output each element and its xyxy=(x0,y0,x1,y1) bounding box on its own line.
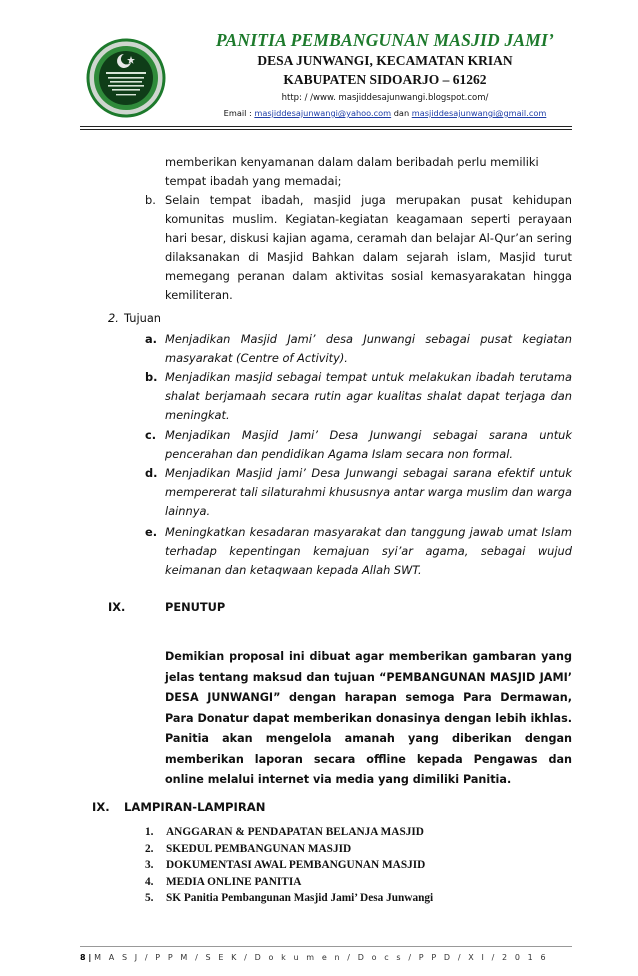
lampiran-number: IX. xyxy=(92,800,110,814)
tujuan-item-e: Meningkatkan kesadaran masyarakat dan tanggung jawab umat Islam terhadap kepentingan kemajuan syi’ar agama, sebagai wujud keimanan dan ketaqwaan kepada Allah SWT. xyxy=(165,525,572,577)
tujuan-label-b: b. xyxy=(145,370,158,384)
penutup-heading: PENUTUP xyxy=(165,600,226,614)
attachment-text: MEDIA ONLINE PANITIA xyxy=(166,875,302,888)
website-url[interactable]: http: / /www. masjiddesajunwangi.blogspot.com/ xyxy=(281,93,489,103)
attachment-item xyxy=(145,841,433,858)
header-rule-thin xyxy=(80,129,572,130)
tujuan-label-a: a. xyxy=(145,332,158,346)
lampiran-heading: LAMPIRAN-LAMPIRAN xyxy=(124,800,266,814)
attachment-text: ANGGARAN & PENDAPATAN BELANJA MASJID xyxy=(166,826,424,838)
attachment-item xyxy=(145,874,433,891)
tujuan-label-d: d. xyxy=(145,466,158,480)
committee-title: PANITIA PEMBANGUNAN MASJID JAMI’ xyxy=(215,30,555,50)
tujuan-item-d: Menjadikan Masjid jami’ Desa Junwangi sebagai sarana efektif untuk mempererat tali silaturahmi khususnya antar warga muslim dan warga lainnya. xyxy=(165,466,572,518)
continued-line-2: tempat ibadah yang memadai; xyxy=(165,174,342,188)
email-gmail-link[interactable]: masjiddesajunwangi@gmail.com xyxy=(411,108,547,118)
header-rule-thick xyxy=(80,126,572,127)
tujuan-number: 2. xyxy=(108,311,119,325)
email-separator: dan xyxy=(391,108,412,118)
page-number: 8 xyxy=(80,953,86,962)
attachment-text: DOKUMENTASI AWAL PEMBANGUNAN MASJID xyxy=(166,859,426,871)
item-b-text: Selain tempat ibadah, masjid juga merupakan pusat kehidupan komunitas muslim. Kegiatan-kegiatan keagamaan seperti perayaan hari besar, diskusi kajian agama, ceramah dan belajar Al-Qur’an sering dilaksanakan di Masjid Bahkan dalam sejarah islam, Masjid turut memegang peranan dalam aktivitas sosial kemasyarakatan hingga kemiliteran. xyxy=(165,193,572,302)
email-prefix: Email : xyxy=(223,108,255,118)
attachment-number: 3. xyxy=(145,859,154,871)
tujuan-item-b: Menjadikan masjid sebagai tempat untuk melakukan ibadah terutama shalat berjamaah secara rutin agar kualitas shalat dapat terjaga dan meningkat. xyxy=(165,370,572,422)
document-code: M A S J / P P M / S E K / D o k u m e n / D o c s / P P D / X I / 2 0 1 6 xyxy=(94,953,549,962)
attachment-item xyxy=(145,824,433,841)
tujuan-label-c: c. xyxy=(145,428,157,442)
attachment-text: SKEDUL PEMBANGUNAN MASJID xyxy=(166,842,352,855)
attachment-number: 5. xyxy=(145,892,154,904)
tujuan-label-e: e. xyxy=(145,525,158,539)
mosque-committee-logo xyxy=(86,38,166,118)
attachment-number: 2. xyxy=(145,842,154,855)
list-label-b: b. xyxy=(145,193,156,207)
footer-rule xyxy=(80,946,572,947)
page-footer xyxy=(80,953,548,962)
attachment-item xyxy=(145,857,433,874)
attachment-text: SK Panitia Pembangunan Masjid Jami’ Desa Junwangi xyxy=(166,892,434,904)
continued-item-a xyxy=(165,153,585,191)
address-regency: KABUPATEN SIDOARJO – 61262 xyxy=(283,72,487,87)
address-village: DESA JUNWANGI, KECAMATAN KRIAN xyxy=(257,53,513,68)
attachment-number: 1. xyxy=(145,826,154,838)
attachment-item xyxy=(145,890,433,907)
penutup-paragraph: Demikian proposal ini dibuat agar memberikan gambaran yang jelas tentang maksud dan tujuan “PEMBANGUNAN MASJID JAMI’ DESA JUNWANGI” dengan harapan semoga Para Dermawan, Para Donatur dapat memberikan donasinya dengan lebih ikhlas. Panitia akan mengelola amanah yang diberikan dengan memberikan laporan secara offline kepada Pengawas dan online melalui internet via media yang dimiliki Panitia. xyxy=(165,650,572,786)
tujuan-item-a: Menjadikan Masjid Jami’ desa Junwangi sebagai pusat kegiatan masyarakat (Centre of Activity). xyxy=(165,332,572,365)
attachment-list xyxy=(145,824,433,907)
tujuan-item-c: Menjadikan Masjid Jami’ Desa Junwangi sebagai sarana untuk pencerahan dan pendidikan Agama Islam secara non formal. xyxy=(165,428,572,461)
footer-separator: | xyxy=(85,953,95,962)
email-yahoo-link[interactable]: masjiddesajunwangi@yahoo.com xyxy=(254,108,392,118)
tujuan-heading: Tujuan xyxy=(124,311,162,325)
penutup-number: IX. xyxy=(108,600,126,614)
attachment-number: 4. xyxy=(145,875,154,888)
continued-line-1: memberikan kenyamanan dalam dalam beribadah perlu memiliki xyxy=(165,155,539,169)
email-line xyxy=(180,108,590,118)
